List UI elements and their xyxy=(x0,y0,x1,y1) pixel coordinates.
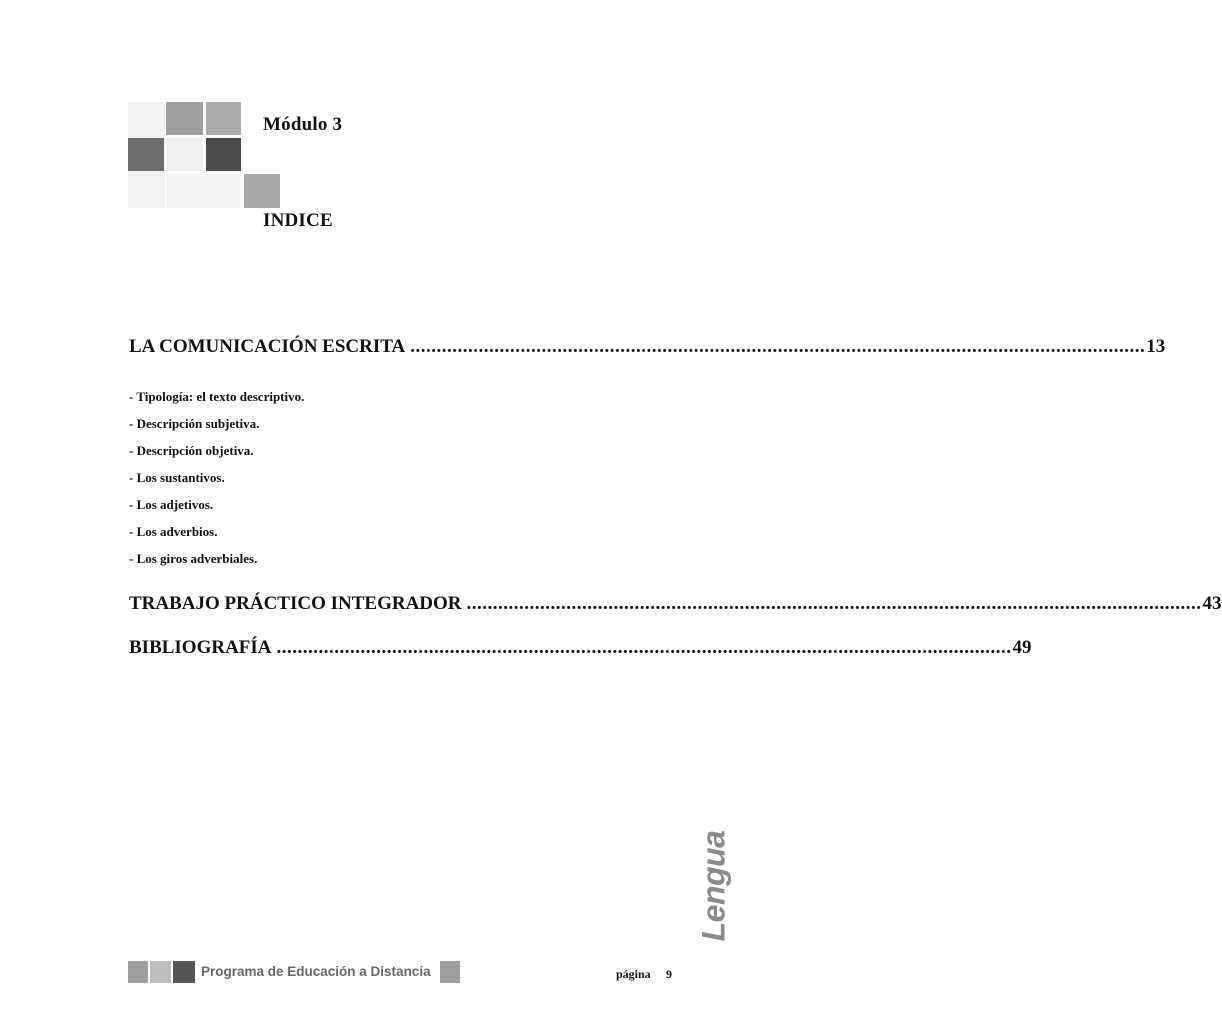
leader-dots: ............................................................................................................................................ xyxy=(410,336,1146,357)
toc-subitem: - Los adverbios. xyxy=(129,524,218,539)
page-number: 9 xyxy=(666,967,672,981)
footer-square xyxy=(440,961,460,983)
footer-square xyxy=(150,961,171,983)
footer-square xyxy=(128,961,148,983)
toc-subitem: - Los sustantivos. xyxy=(129,470,225,485)
decor-square xyxy=(128,138,164,171)
decor-square xyxy=(166,138,203,171)
side-label: Lengua xyxy=(695,830,732,942)
program-name: Programa de Educación a Distancia xyxy=(201,964,431,979)
toc-entry-label: TRABAJO PRÁCTICO INTEGRADOR xyxy=(129,593,462,614)
toc-entry-page: 43 xyxy=(1202,593,1222,614)
toc-entry-page: 13 xyxy=(1146,336,1166,357)
toc-subitem: - Descripción objetiva. xyxy=(129,443,254,458)
toc-subitem: - Tipología: el texto descriptivo. xyxy=(129,389,305,404)
decor-square xyxy=(166,174,241,208)
toc-entry-label: BIBLIOGRAFÍA xyxy=(129,637,272,658)
page-label: página xyxy=(616,967,651,981)
index-title: INDICE xyxy=(263,210,333,231)
decor-square xyxy=(206,138,241,171)
leader-dots: ............................................................................................................................................ xyxy=(466,593,1202,614)
toc-entry[interactable] xyxy=(129,637,1032,659)
footer-square xyxy=(173,961,195,983)
leader-dots: ............................................................................................................................................ xyxy=(276,637,1012,658)
toc-subitem: - Los adjetivos. xyxy=(129,497,214,512)
decor-square xyxy=(206,102,241,135)
toc-entry[interactable] xyxy=(129,336,1166,358)
toc-entry-label: LA COMUNICACIÓN ESCRITA xyxy=(129,336,406,357)
decor-square xyxy=(244,174,280,208)
toc-subitem: - Los giros adverbiales. xyxy=(129,551,258,566)
toc-entry-page: 49 xyxy=(1012,637,1032,658)
toc-entry[interactable] xyxy=(129,593,1222,615)
module-title: Módulo 3 xyxy=(263,114,343,135)
toc-subitem: - Descripción subjetiva. xyxy=(129,416,260,431)
decor-square xyxy=(166,102,203,135)
